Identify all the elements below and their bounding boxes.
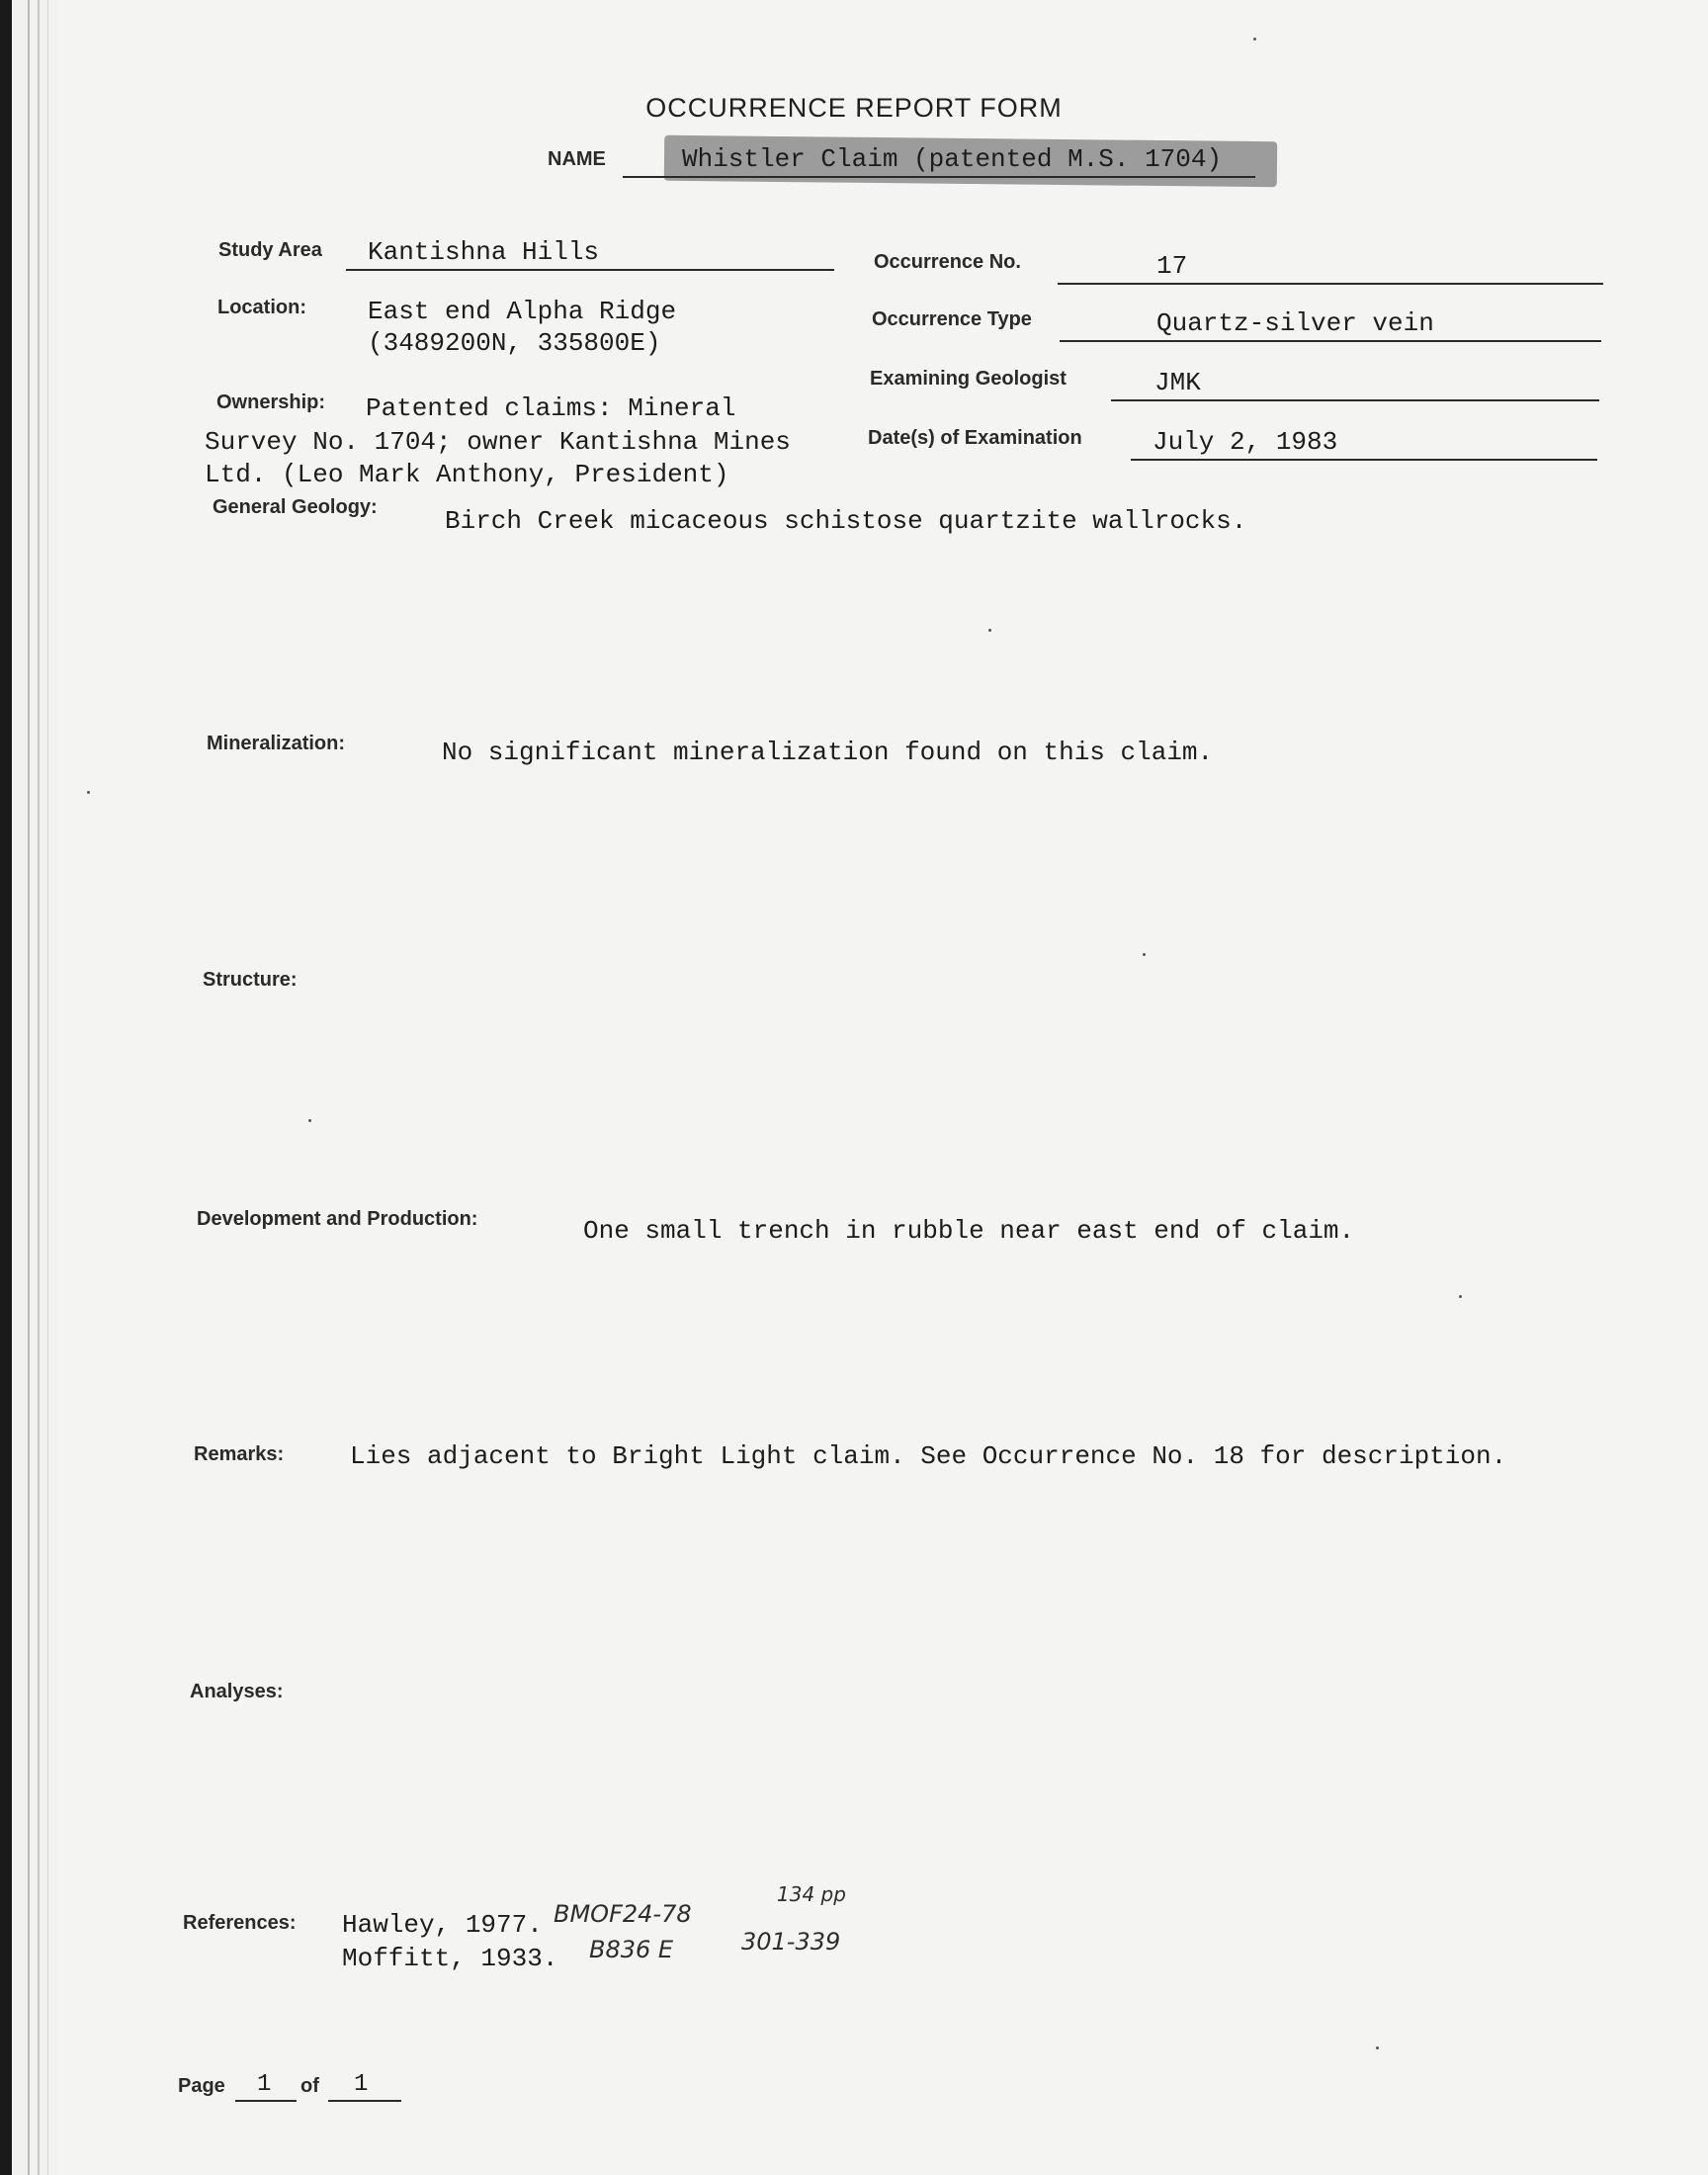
scan-speck: [87, 791, 90, 794]
study-area-value: Kantishna Hills: [368, 237, 600, 267]
scan-speck: [1459, 1295, 1462, 1298]
reference-1-handwritten-note: BMOF24-78: [554, 1900, 692, 1928]
location-line2: (3489200N, 335800E): [368, 328, 661, 358]
reference-1: Hawley, 1977.: [342, 1910, 543, 1940]
page-current-field: [235, 2066, 297, 2102]
dates-of-examination-value: July 2, 1983: [1153, 427, 1338, 457]
remarks-value: Lies adjacent to Bright Light claim. See Occurrence No. 18 for description.: [350, 1441, 1507, 1471]
name-field: [623, 138, 1255, 178]
ownership-line2: Survey No. 1704; owner Kantishna Mines: [205, 427, 791, 457]
dates-of-examination-label: Date(s) of Examination: [868, 427, 1082, 449]
general-geology-label: General Geology:: [213, 496, 378, 518]
occurrence-type-value: Quartz-silver vein: [1156, 308, 1434, 338]
mineralization-value: No significant mineralization found on this claim.: [442, 738, 1214, 767]
examining-geologist-value: JMK: [1154, 368, 1201, 397]
examining-geologist-label: Examining Geologist: [870, 368, 1067, 390]
occurrence-type-field: [1060, 303, 1601, 342]
ownership-line1: Patented claims: Mineral: [366, 393, 736, 423]
scan-speck: [1143, 953, 1146, 956]
mineralization-label: Mineralization:: [207, 733, 346, 754]
form-title: OCCURRENCE REPORT FORM: [645, 93, 1063, 123]
examining-geologist-field: [1111, 362, 1599, 401]
occurrence-no-field: [1058, 245, 1603, 285]
structure-label: Structure:: [203, 969, 298, 991]
ownership-line3: Ltd. (Leo Mark Anthony, President): [205, 460, 729, 489]
stacked-page-edge: [47, 0, 48, 2175]
page-total-field: [328, 2066, 401, 2102]
development-value: One small trench in rubble near east end of claim.: [583, 1216, 1355, 1246]
name-label: NAME: [548, 148, 606, 170]
occurrence-type-label: Occurrence Type: [872, 308, 1032, 330]
reference-2-handwritten-pages: 301-339: [741, 1928, 841, 1956]
scan-speck: [308, 1119, 311, 1122]
general-geology-value: Birch Creek micaceous schistose quartzite wallrocks.: [445, 506, 1247, 536]
page-total-value: 1: [354, 2071, 369, 2098]
page-of-label: of: [300, 2075, 319, 2097]
occurrence-no-label: Occurrence No.: [874, 251, 1021, 273]
analyses-label: Analyses:: [190, 1681, 284, 1702]
location-line1: East end Alpha Ridge: [368, 297, 677, 326]
remarks-label: Remarks:: [194, 1443, 285, 1465]
reference-1-handwritten-pages: 134 pp: [777, 1882, 846, 1906]
occurrence-no-value: 17: [1156, 251, 1188, 281]
reference-2: Moffitt, 1933.: [342, 1944, 558, 1973]
development-label: Development and Production:: [197, 1208, 478, 1230]
study-area-field: [346, 231, 834, 271]
references-label: References:: [183, 1912, 297, 1934]
stacked-page-edge: [28, 0, 30, 2175]
dates-of-examination-field: [1131, 421, 1597, 461]
page-label: Page: [178, 2075, 225, 2097]
stacked-page-edge: [38, 0, 40, 2175]
study-area-label: Study Area: [218, 239, 322, 261]
reference-2-handwritten-note: B836 E: [589, 1936, 674, 1963]
scan-speck: [988, 629, 991, 632]
page-current-value: 1: [257, 2071, 272, 2098]
ownership-label: Ownership:: [216, 392, 326, 413]
scan-speck: [1376, 2046, 1379, 2049]
name-value: Whistler Claim (patented M.S. 1704): [682, 144, 1223, 174]
scan-speck: [1253, 38, 1256, 41]
location-label: Location:: [217, 297, 306, 318]
scan-binding-edge: [0, 0, 12, 2175]
